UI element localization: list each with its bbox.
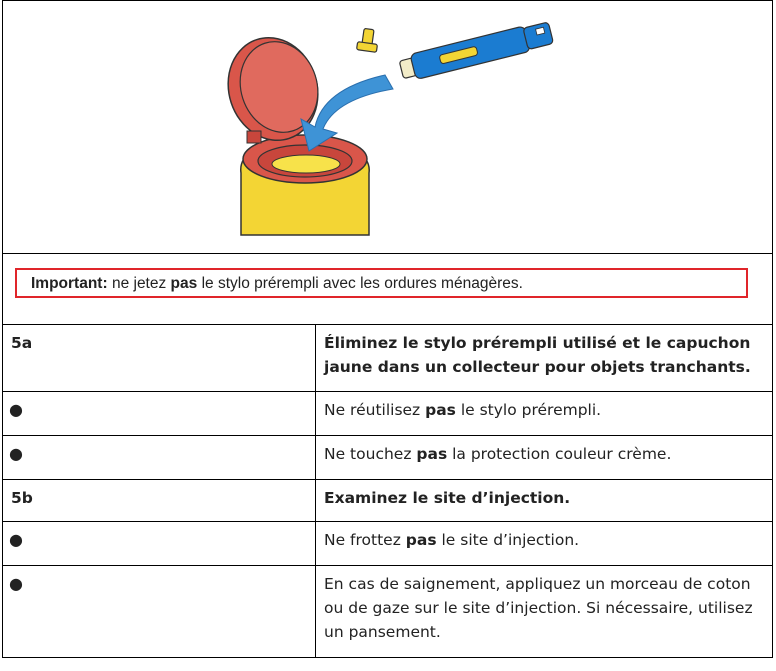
sharps-container-icon	[215, 26, 369, 235]
important-notice	[15, 268, 748, 298]
prefilled-pen-icon	[398, 20, 554, 82]
important-text-after: le stylo prérempli avec les ordures ménagères.	[197, 275, 523, 292]
step-heading: Éliminez le stylo prérempli utilisé et le capuchon jaune dans un collecteur pour objets tranchants.	[316, 325, 773, 392]
document	[2, 0, 772, 658]
bullet: ●	[3, 436, 316, 480]
bullet: ●	[3, 566, 316, 658]
text-segment: le stylo prérempli.	[455, 401, 602, 419]
yellow-cap-icon	[357, 28, 378, 52]
table-row	[3, 325, 773, 392]
important-text-before: ne jetez	[107, 275, 171, 292]
instruction-text	[316, 392, 773, 436]
text-segment: le site d’injection.	[436, 531, 580, 549]
text-segment: la protection couleur crème.	[447, 445, 672, 463]
illustration-cell	[3, 1, 773, 254]
bullet: ●	[3, 392, 316, 436]
instruction-table	[2, 0, 773, 658]
important-cell	[3, 254, 773, 325]
step-number: 5a	[3, 325, 316, 392]
disposal-illustration	[3, 1, 773, 253]
important-label: Important:	[31, 275, 108, 292]
table-row	[3, 480, 773, 522]
table-row	[3, 566, 773, 658]
bullet: ●	[3, 522, 316, 566]
text-segment: Ne frottez	[324, 531, 406, 549]
important-bold-word: pas	[170, 275, 198, 292]
emphasis: pas	[416, 445, 448, 463]
step-heading: Examinez le site d’injection.	[316, 480, 773, 522]
instruction-text: En cas de saignement, appliquez un morceau de coton ou de gaze sur le site d’injection. Si nécessaire, utilisez un pansement.	[316, 566, 773, 658]
step-number: 5b	[3, 480, 316, 522]
text-segment: Ne réutilisez	[324, 401, 426, 419]
table-row	[3, 436, 773, 480]
emphasis: pas	[425, 401, 456, 419]
instruction-text	[316, 522, 773, 566]
text-segment: Ne touchez	[324, 445, 417, 463]
table-row	[3, 392, 773, 436]
table-row	[3, 522, 773, 566]
emphasis: pas	[405, 531, 437, 549]
instruction-text	[316, 436, 773, 480]
